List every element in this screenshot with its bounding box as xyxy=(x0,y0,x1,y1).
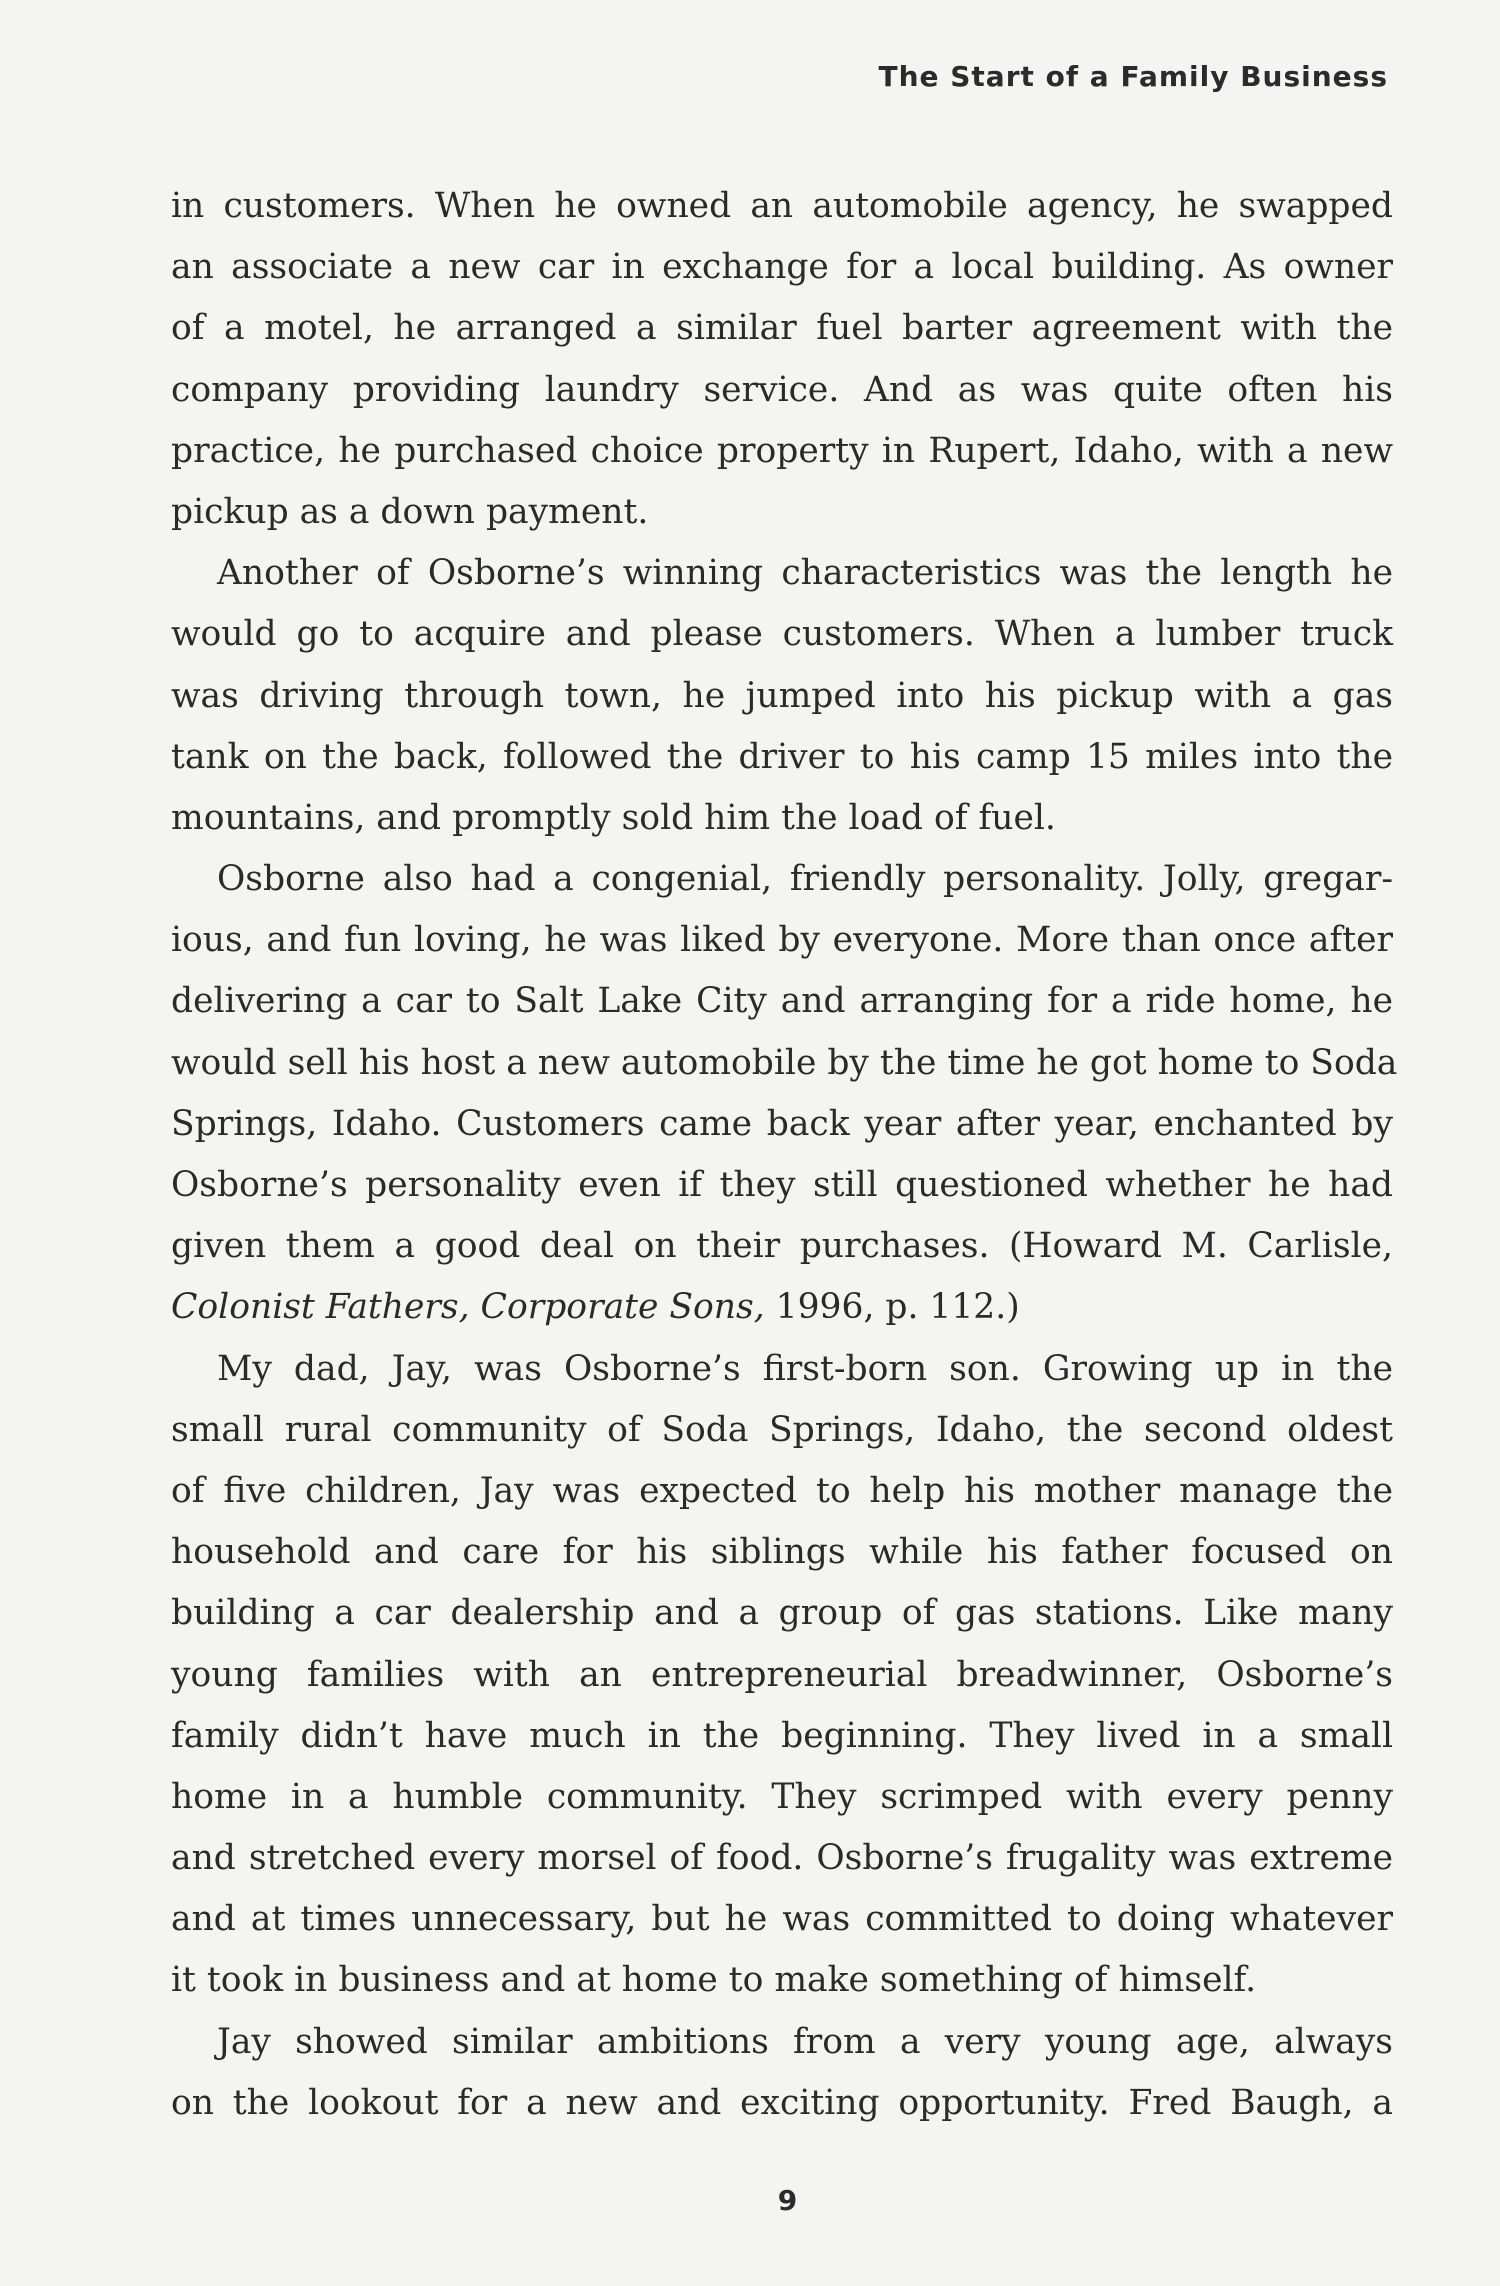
text-line: of a motel, he arranged a similar fuel barter agreement with the xyxy=(171,308,1393,349)
text-line: would go to acquire and please customers. When a lumber truck xyxy=(171,614,1393,655)
text-line: would sell his host a new automobile by the time he got home to Soda xyxy=(171,1042,1398,1083)
citation-line xyxy=(171,1277,1393,1338)
text-line: Osborne’s personality even if they still questioned whether he had xyxy=(171,1165,1393,1205)
text-line: of five children, Jay was expected to help his mother manage the xyxy=(171,1470,1393,1511)
text-line: practice, he purchased choice property in Rupert, Idaho, with a new xyxy=(171,430,1393,471)
text-line: family didn’t have much in the beginning. They lived in a small xyxy=(171,1715,1393,1756)
text-line: household and care for his siblings while his father focused on xyxy=(171,1532,1393,1573)
citation-details: 1996, p. 112.) xyxy=(764,1287,1020,1328)
text-line: Springs, Idaho. Customers came back year after year, enchanted by xyxy=(171,1103,1393,1144)
text-line: young families with an entrepreneurial breadwinner, Osborne’s xyxy=(171,1654,1393,1695)
text-line: company providing laundry service. And as was quite often his xyxy=(171,369,1393,410)
text-line: was driving through town, he jumped into his pickup with a gas xyxy=(171,675,1393,716)
text-line: Osborne also had a congenial, friendly personality. Jolly, gregar- xyxy=(217,859,1393,900)
running-header: The Start of a Family Business xyxy=(878,60,1388,93)
text-line: delivering a car to Salt Lake City and arranging for a ride home, he xyxy=(171,981,1393,1022)
text-line: and at times unnecessary, but he was committed to doing whatever xyxy=(171,1899,1393,1940)
text-line: on the lookout for a new and exciting opportunity. Fred Baugh, a xyxy=(171,2082,1393,2123)
text-line: given them a good deal on their purchases. (Howard M. Carlisle, xyxy=(171,1226,1393,1267)
text-line: tank on the back, followed the driver to his camp 15 miles into the xyxy=(171,736,1393,777)
text-line: home in a humble community. They scrimped with every penny xyxy=(171,1776,1393,1817)
text-line: Jay showed similar ambitions from a very young age, always xyxy=(217,2021,1393,2062)
text-line: pickup as a down payment. xyxy=(171,491,649,532)
text-line: small rural community of Soda Springs, Idaho, the second oldest xyxy=(171,1409,1393,1450)
cited-book-title: Colonist Fathers, Corporate Sons, xyxy=(171,1287,765,1328)
text-line: and stretched every morsel of food. Osborne’s frugality was extreme xyxy=(171,1838,1393,1879)
text-line: building a car dealership and a group of gas stations. Like many xyxy=(171,1593,1393,1634)
text-line: an associate a new car in exchange for a local building. As owner xyxy=(171,247,1393,288)
text-line: in customers. When he owned an automobile agency, he swapped xyxy=(171,186,1393,226)
text-line: Another of Osborne’s winning characteristics was the length he xyxy=(217,553,1393,594)
text-line: ious, and fun loving, he was liked by everyone. More than once after xyxy=(171,920,1393,961)
text-line: My dad, Jay, was Osborne’s first-born son. Growing up in the xyxy=(217,1348,1393,1389)
text-line: mountains, and promptly sold him the load of fuel. xyxy=(171,797,1056,838)
page-number: 9 xyxy=(777,2184,798,2217)
body-text xyxy=(171,176,1398,2134)
text-line: it took in business and at home to make something of himself. xyxy=(171,1960,1257,2001)
